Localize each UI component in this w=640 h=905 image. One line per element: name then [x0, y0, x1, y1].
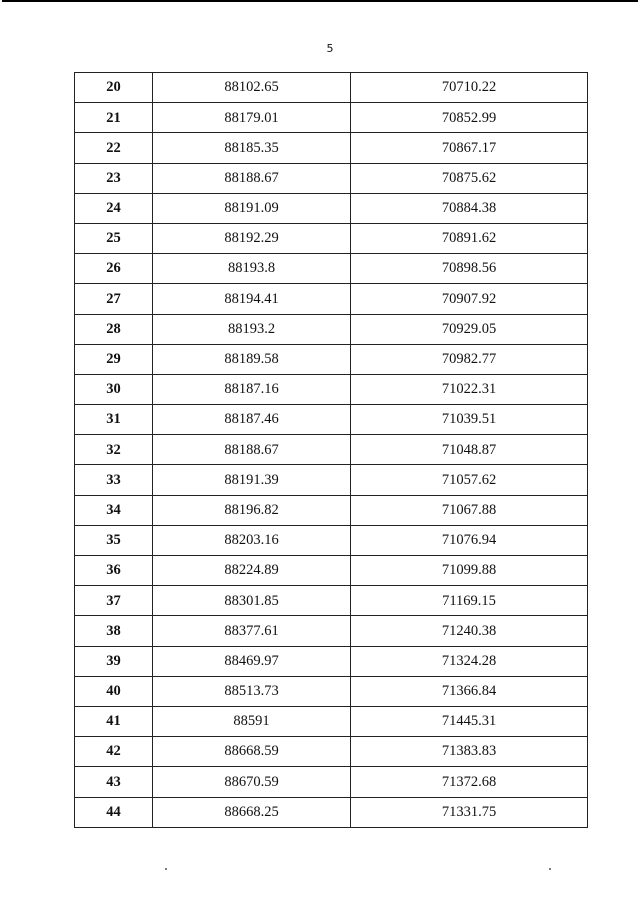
row-id-cell: 22: [75, 133, 153, 163]
row-id-cell: 23: [75, 163, 153, 193]
y-value-cell: 71099.88: [351, 556, 588, 586]
table-row: [75, 133, 588, 163]
row-id-cell: 35: [75, 525, 153, 555]
row-id-cell: 34: [75, 495, 153, 525]
table-row: [75, 193, 588, 223]
x-value-cell: 88193.2: [153, 314, 351, 344]
x-value-cell: 88224.89: [153, 556, 351, 586]
table-row: [75, 767, 588, 797]
x-value-cell: 88102.65: [153, 73, 351, 103]
y-value-cell: 70852.99: [351, 103, 588, 133]
x-value-cell: 88668.25: [153, 797, 351, 827]
table-row: [75, 646, 588, 676]
y-value-cell: 70867.17: [351, 133, 588, 163]
table-row: [75, 73, 588, 103]
y-value-cell: 71067.88: [351, 495, 588, 525]
table-row: [75, 284, 588, 314]
x-value-cell: 88185.35: [153, 133, 351, 163]
y-value-cell: 71039.51: [351, 405, 588, 435]
x-value-cell: 88668.59: [153, 737, 351, 767]
y-value-cell: 71240.38: [351, 616, 588, 646]
table-row: [75, 465, 588, 495]
table-row: [75, 314, 588, 344]
table-row: [75, 706, 588, 736]
y-value-cell: 70710.22: [351, 73, 588, 103]
row-id-cell: 33: [75, 465, 153, 495]
table-row: [75, 676, 588, 706]
table-row: [75, 616, 588, 646]
row-id-cell: 26: [75, 254, 153, 284]
table-row: [75, 797, 588, 827]
y-value-cell: 70898.56: [351, 254, 588, 284]
x-value-cell: 88591: [153, 706, 351, 736]
page-number: 5: [326, 42, 334, 55]
x-value-cell: 88179.01: [153, 103, 351, 133]
x-value-cell: 88194.41: [153, 284, 351, 314]
row-id-cell: 27: [75, 284, 153, 314]
y-value-cell: 71169.15: [351, 586, 588, 616]
x-value-cell: 88196.82: [153, 495, 351, 525]
table-row: [75, 374, 588, 404]
y-value-cell: 71445.31: [351, 706, 588, 736]
row-id-cell: 37: [75, 586, 153, 616]
row-id-cell: 44: [75, 797, 153, 827]
row-id-cell: 28: [75, 314, 153, 344]
table-row: [75, 556, 588, 586]
y-value-cell: 71331.75: [351, 797, 588, 827]
x-value-cell: 88193.8: [153, 254, 351, 284]
row-id-cell: 31: [75, 405, 153, 435]
top-border-line: [2, 0, 638, 2]
x-value-cell: 88670.59: [153, 767, 351, 797]
x-value-cell: 88187.46: [153, 405, 351, 435]
row-id-cell: 42: [75, 737, 153, 767]
x-value-cell: 88187.16: [153, 374, 351, 404]
table-row: [75, 103, 588, 133]
y-value-cell: 71383.83: [351, 737, 588, 767]
row-id-cell: 30: [75, 374, 153, 404]
row-id-cell: 39: [75, 646, 153, 676]
y-value-cell: 70929.05: [351, 314, 588, 344]
x-value-cell: 88469.97: [153, 646, 351, 676]
row-id-cell: 36: [75, 556, 153, 586]
row-id-cell: 29: [75, 344, 153, 374]
table-row: [75, 737, 588, 767]
table-row: [75, 525, 588, 555]
x-value-cell: 88203.16: [153, 525, 351, 555]
row-id-cell: 24: [75, 193, 153, 223]
row-id-cell: 40: [75, 676, 153, 706]
x-value-cell: 88513.73: [153, 676, 351, 706]
y-value-cell: 70875.62: [351, 163, 588, 193]
coordinate-table-body: [75, 73, 588, 828]
row-id-cell: 25: [75, 223, 153, 253]
row-id-cell: 43: [75, 767, 153, 797]
y-value-cell: 71324.28: [351, 646, 588, 676]
x-value-cell: 88188.67: [153, 435, 351, 465]
table-row: [75, 495, 588, 525]
x-value-cell: 88189.58: [153, 344, 351, 374]
table-row: [75, 163, 588, 193]
table-row: [75, 223, 588, 253]
row-id-cell: 32: [75, 435, 153, 465]
y-value-cell: 70982.77: [351, 344, 588, 374]
y-value-cell: 71048.87: [351, 435, 588, 465]
y-value-cell: 71022.31: [351, 374, 588, 404]
x-value-cell: 88301.85: [153, 586, 351, 616]
y-value-cell: 70891.62: [351, 223, 588, 253]
row-id-cell: 20: [75, 73, 153, 103]
y-value-cell: 71057.62: [351, 465, 588, 495]
x-value-cell: 88188.67: [153, 163, 351, 193]
coordinate-table: [74, 72, 588, 828]
table-row: [75, 586, 588, 616]
y-value-cell: 70907.92: [351, 284, 588, 314]
y-value-cell: 71372.68: [351, 767, 588, 797]
table-row: [75, 344, 588, 374]
scan-speck-left: [165, 868, 167, 870]
row-id-cell: 38: [75, 616, 153, 646]
row-id-cell: 21: [75, 103, 153, 133]
table-row: [75, 254, 588, 284]
scan-speck-right: [549, 868, 551, 870]
y-value-cell: 71076.94: [351, 525, 588, 555]
x-value-cell: 88192.29: [153, 223, 351, 253]
x-value-cell: 88377.61: [153, 616, 351, 646]
row-id-cell: 41: [75, 706, 153, 736]
table-row: [75, 405, 588, 435]
y-value-cell: 70884.38: [351, 193, 588, 223]
x-value-cell: 88191.39: [153, 465, 351, 495]
table-row: [75, 435, 588, 465]
y-value-cell: 71366.84: [351, 676, 588, 706]
x-value-cell: 88191.09: [153, 193, 351, 223]
